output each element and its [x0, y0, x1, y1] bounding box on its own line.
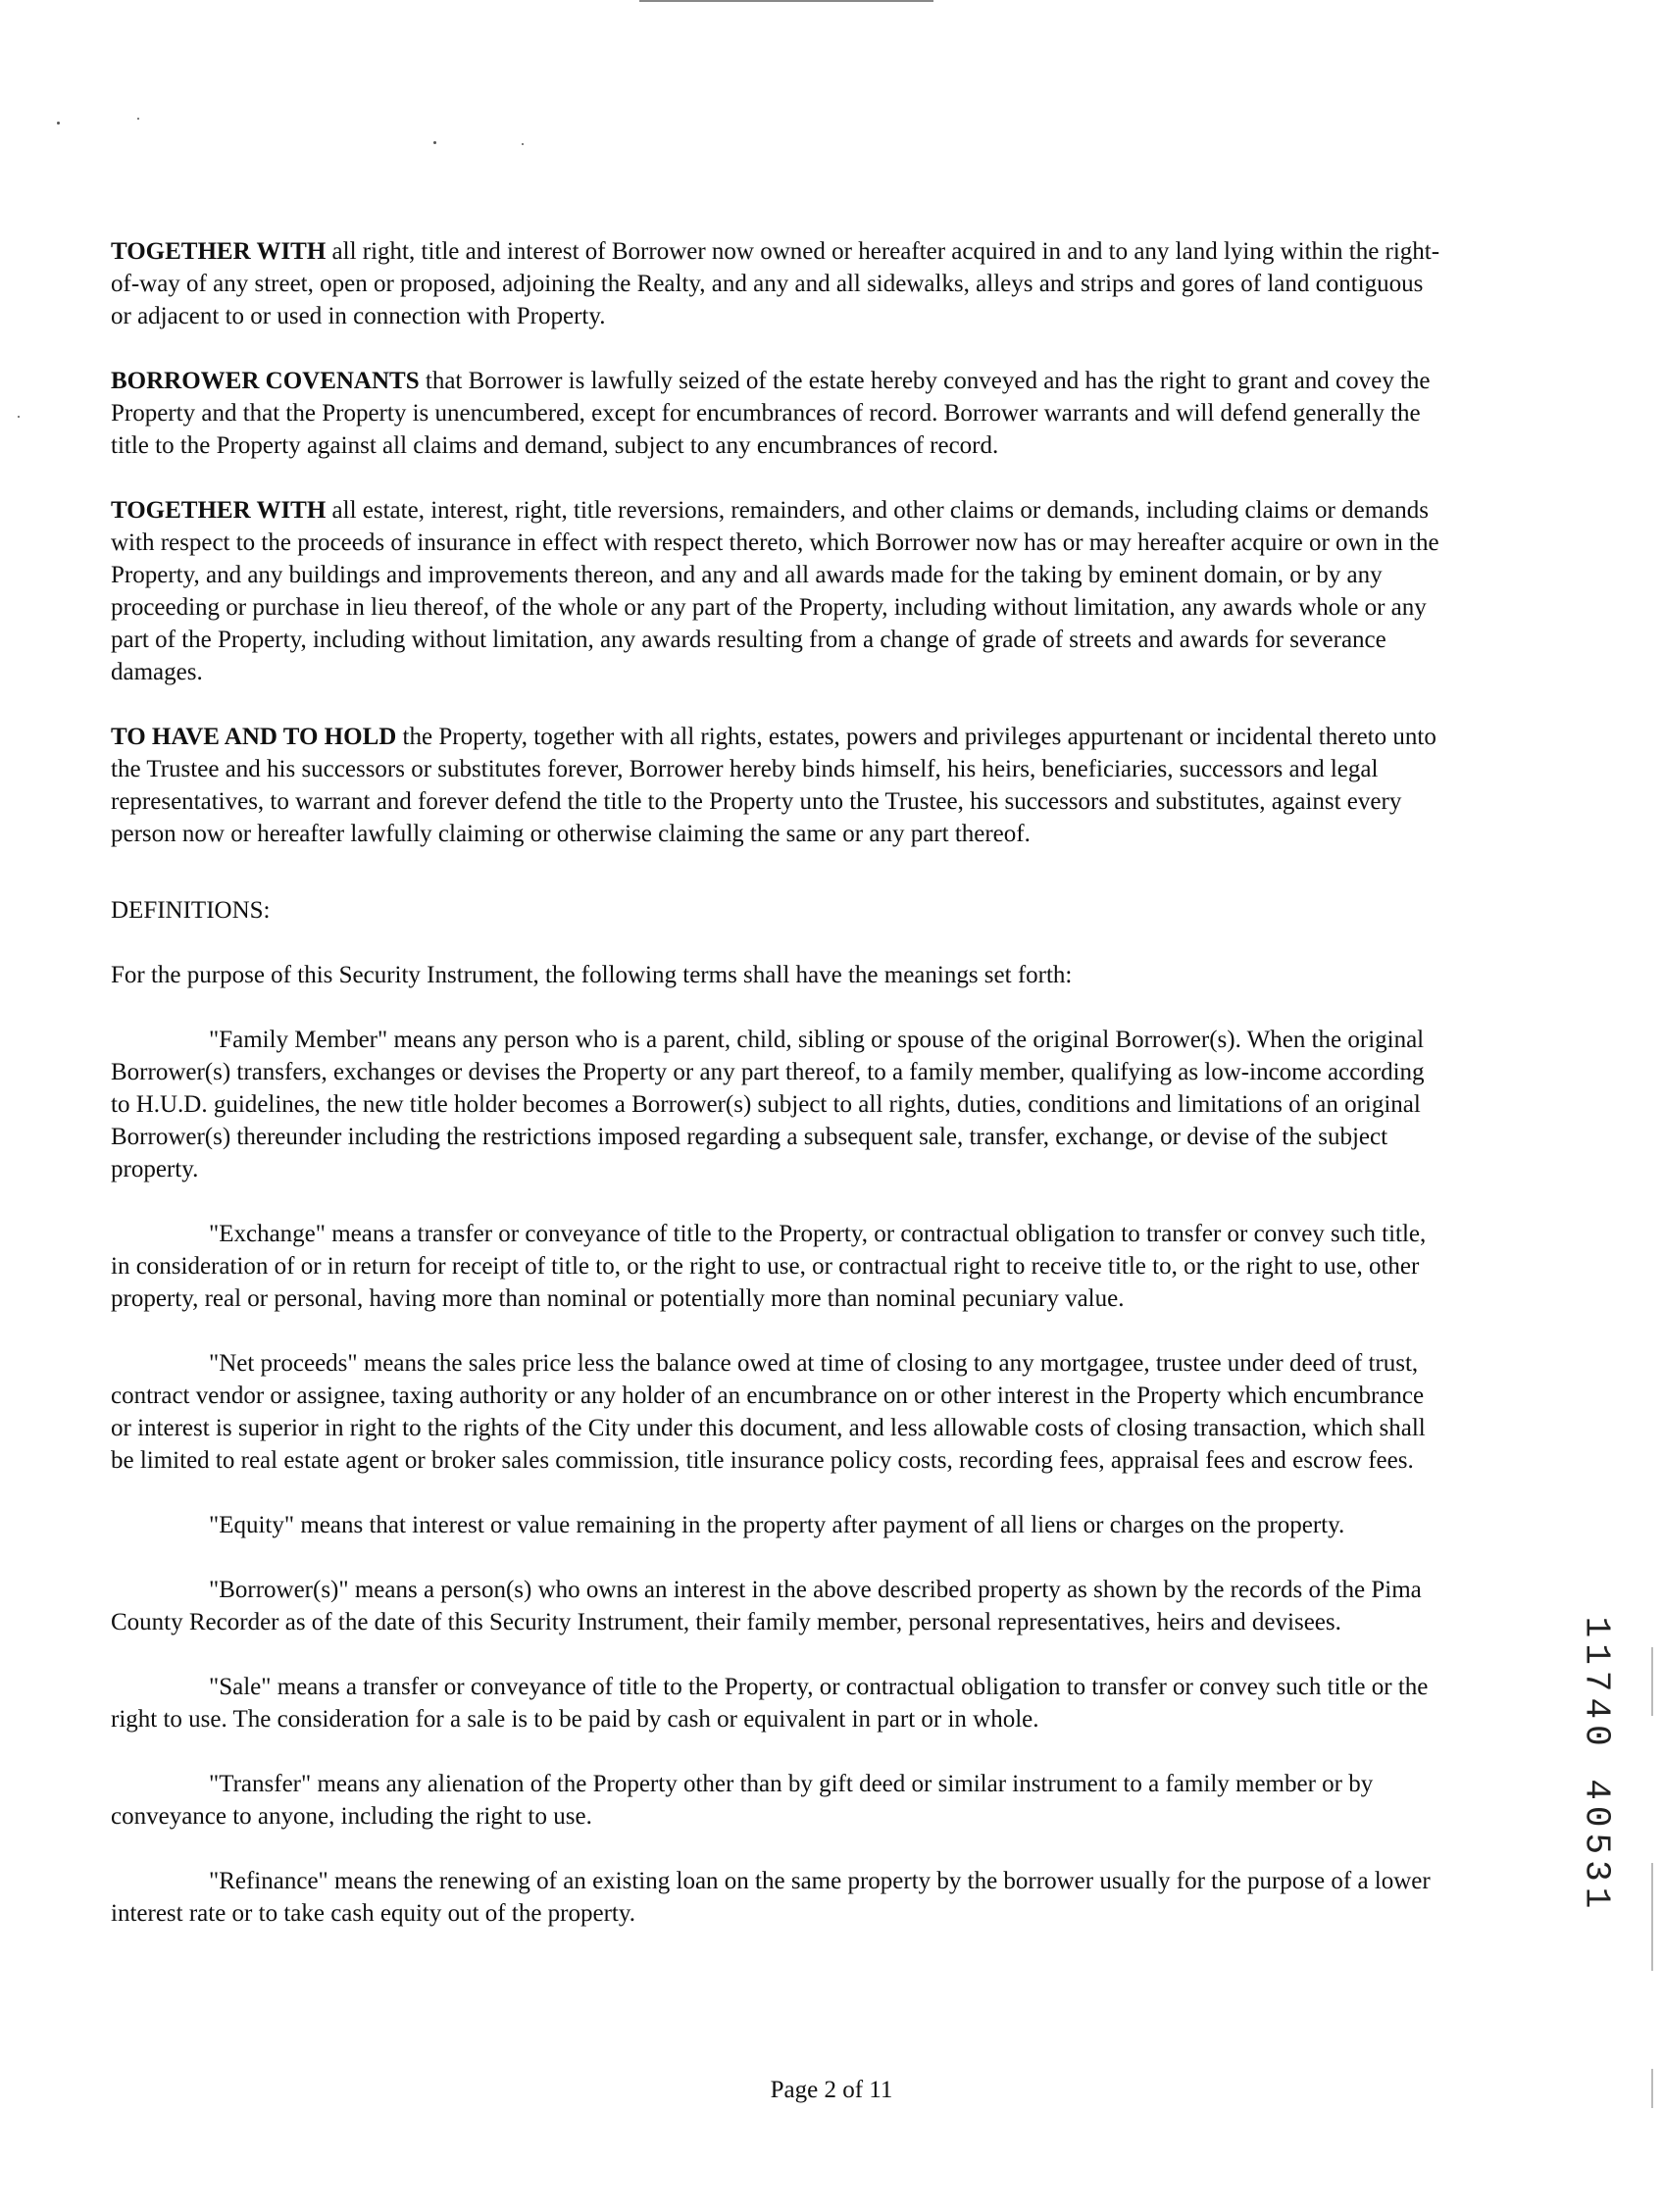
- scan-edge-mark: [1651, 1647, 1653, 1716]
- scan-top-rule: [639, 0, 933, 5]
- definition-exchange: "Exchange" means a transfer or conveyance of title to the Property, or contractual obligation to transfer or convey such title, in consideration of or in return for receipt of title to, or the right to use, or contractual right to receive title to, or the right to use, other property, real or personal, having more than nominal or potentially more than nominal pecuniary value.: [111, 1221, 1427, 1312]
- page-footer: [0, 2077, 1663, 2104]
- paragraph-lead: TOGETHER WITH: [111, 497, 327, 524]
- page-number: Page 2 of 11: [770, 2077, 893, 2103]
- scan-speck: [57, 122, 60, 125]
- together-with-estate-paragraph: [111, 494, 1444, 688]
- paragraph-lead: TO HAVE AND TO HOLD: [111, 724, 397, 750]
- together-with-land-paragraph: [111, 235, 1444, 332]
- scan-speck: [522, 143, 524, 145]
- recording-number-stamp: [1577, 1559, 1616, 1971]
- document-body: [111, 235, 1444, 1962]
- definition-refinance: "Refinance" means the renewing of an existing loan on the same property by the borrower usually for the purpose of a lower interest rate or to take cash equity out of the property.: [111, 1868, 1431, 1927]
- definition-sale: "Sale" means a transfer or conveyance of title to the Property, or contractual obligation to transfer or convey such title or the right to use. The consideration for a sale is to be paid by cash or equivalent in part or in whole.: [111, 1674, 1429, 1733]
- definition-borrowers: "Borrower(s)" means a person(s) who owns an interest in the above described property as shown by the records of the Pima County Recorder as of the date of this Security Instrument, their family member, personal representatives, heirs and devisees.: [111, 1577, 1422, 1635]
- paragraph-text: that Borrower is lawfully seized of the estate hereby conveyed and has the right to grant and covey the Property and that the Property is unencumbered, except for encumbrances of record. Borrower warrants and will defend generally the title to the Property against all claims and demand, subject to any encumbrances of record.: [111, 368, 1431, 459]
- paragraph-text: all right, title and interest of Borrower now owned or hereafter acquired in and to any land lying within the right-of-way of any street, open or proposed, adjoining the Realty, and any and all sidewalks, alleys and strips and gores of land contiguous or adjacent to or used in connection with Property.: [111, 238, 1440, 329]
- definitions-intro: For the purpose of this Security Instrument, the following terms shall have the meanings set forth:: [111, 962, 1073, 988]
- paragraph-lead: TOGETHER WITH: [111, 238, 327, 265]
- definition-equity: "Equity" means that interest or value remaining in the property after payment of all liens or charges on the property.: [209, 1512, 1345, 1538]
- scan-edge-mark: [1651, 1863, 1653, 1971]
- paragraph-text: all estate, interest, right, title reversions, remainders, and other claims or demands, including claims or demands with respect to the proceeds of insurance in effect with respect thereto, which Borrower now has or may hereafter acquire or own in the Property, and any buildings and improvements thereon, and any and all awards made for the taking by eminent domain, or by any proceeding or purchase in lieu thereof, of the whole or any part of the Property, including without limitation, any awards whole or any part of the Property, including without limitation, any awards resulting from a change of grade of streets and awards for severance damages.: [111, 497, 1439, 685]
- paragraph-text: the Property, together with all rights, estates, powers and privileges appurtenant or incidental thereto unto the Trustee and his successors or substitutes forever, Borrower hereby binds himself, his heirs, beneficiaries, successors and legal representatives, to warrant and forever defend the title to the Property unto the Trustee, his successors and substitutes, against every person now or hereafter lawfully claiming or otherwise claiming the same or any part thereof.: [111, 724, 1436, 847]
- scan-speck: [18, 416, 20, 418]
- definition-family-member: "Family Member" means any person who is a parent, child, sibling or spouse of the original Borrower(s). When the original Borrower(s) transfers, exchanges or devises the Property or any part thereof, to a family member, qualifying as low-income according to H.U.D. guidelines, the new title holder becomes a Borrower(s) subject to all rights, duties, conditions and limitations of an original Borrower(s) thereunder including the restrictions imposed regarding a subsequent sale, transfer, exchange, or devise of the subject property.: [111, 1027, 1425, 1182]
- to-have-and-to-hold-paragraph: [111, 721, 1444, 850]
- definition-transfer: "Transfer" means any alienation of the Property other than by gift deed or similar instrument to a family member or by conveyance to anyone, including the right to use.: [111, 1771, 1374, 1830]
- scan-speck: [137, 118, 139, 120]
- definitions-heading: DEFINITIONS:: [111, 897, 271, 924]
- recording-number: 11740 40531: [1576, 1616, 1617, 1914]
- borrower-covenants-paragraph: [111, 365, 1444, 462]
- definition-net-proceeds: "Net proceeds" means the sales price less the balance owed at time of closing to any mortgagee, trustee under deed of trust, contract vendor or assignee, taxing authority or any holder of an encumbrance on or other interest in the Property which encumbrance or interest is superior in right to the rights of the City under this document, and less allowable costs of closing transaction, which shall be limited to real estate agent or broker sales commission, title insurance policy costs, recording fees, appraisal fees and escrow fees.: [111, 1350, 1426, 1474]
- paragraph-lead: BORROWER COVENANTS: [111, 368, 420, 394]
- scan-speck: [433, 141, 436, 144]
